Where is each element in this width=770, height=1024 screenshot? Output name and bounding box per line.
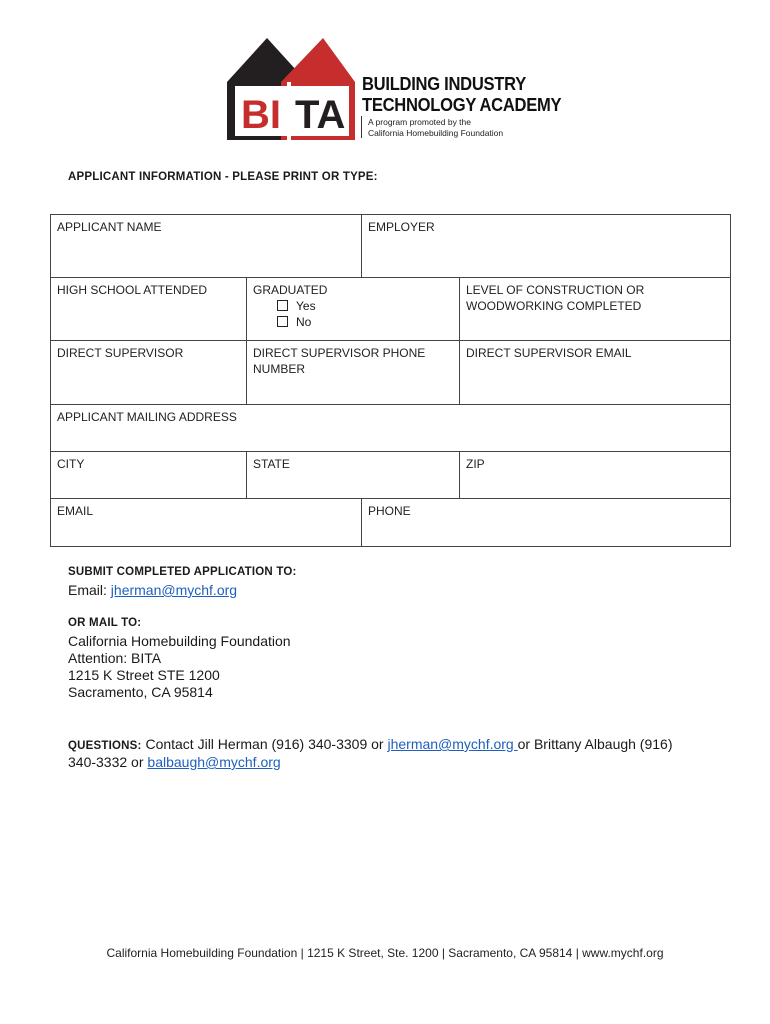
questions-jherman-link[interactable]: jherman@mychf.org bbox=[387, 736, 518, 752]
construction-level-field[interactable] bbox=[459, 277, 731, 341]
graduated-no-label: No bbox=[296, 315, 312, 329]
applicant-name-field[interactable] bbox=[50, 214, 362, 278]
graduated-no-option[interactable] bbox=[277, 314, 311, 330]
zip-field[interactable] bbox=[459, 451, 731, 499]
high-school-field[interactable] bbox=[50, 277, 247, 341]
applicant-form bbox=[50, 214, 731, 547]
mail-address-line-4: Sacramento, CA 95814 bbox=[68, 684, 213, 700]
phone-field[interactable] bbox=[361, 498, 731, 547]
mailing-address-label: APPLICANT MAILING ADDRESS bbox=[57, 410, 237, 424]
email-field[interactable] bbox=[50, 498, 362, 547]
bita-logo bbox=[225, 34, 562, 144]
checkbox-icon[interactable] bbox=[277, 316, 288, 327]
questions-text-2: or Brittany Albaugh (916) bbox=[517, 736, 673, 752]
state-label: STATE bbox=[253, 457, 290, 471]
supervisor-phone-label: DIRECT SUPERVISOR PHONE NUMBER bbox=[253, 346, 426, 376]
mail-address-line-3: 1215 K Street STE 1200 bbox=[68, 667, 220, 683]
submit-email-label: Email: bbox=[68, 582, 111, 598]
graduated-yes-option[interactable] bbox=[277, 298, 316, 314]
graduated-yes-label: Yes bbox=[296, 299, 316, 313]
questions-text-3: 340-3332 or bbox=[68, 754, 148, 770]
direct-supervisor-field[interactable] bbox=[50, 340, 247, 405]
email-label: EMAIL bbox=[57, 504, 94, 518]
applicant-name-label: APPLICANT NAME bbox=[57, 220, 162, 234]
applicant-info-heading: APPLICANT INFORMATION - PLEASE PRINT OR TYPE: bbox=[68, 171, 378, 183]
logo-tagline-line1: A program promoted by the bbox=[368, 117, 472, 127]
mail-address-line-1: California Homebuilding Foundation bbox=[68, 633, 291, 649]
logo-name-line1: BUILDING INDUSTRY bbox=[362, 74, 526, 94]
employer-field[interactable] bbox=[361, 214, 731, 278]
mail-heading: OR MAIL TO: bbox=[68, 617, 142, 629]
construction-level-label: LEVEL OF CONSTRUCTION OR WOODWORKING COMPLETED bbox=[466, 283, 645, 313]
high-school-label: HIGH SCHOOL ATTENDED bbox=[57, 283, 208, 297]
supervisor-email-field[interactable] bbox=[459, 340, 731, 405]
logo-letters-ta: TA bbox=[295, 93, 346, 137]
logo-name-line2: TECHNOLOGY ACADEMY bbox=[362, 95, 562, 115]
supervisor-phone-field[interactable] bbox=[246, 340, 460, 405]
checkbox-icon[interactable] bbox=[277, 300, 288, 311]
questions-line-1 bbox=[68, 736, 673, 755]
submit-email-line bbox=[68, 582, 237, 599]
direct-supervisor-label: DIRECT SUPERVISOR bbox=[57, 346, 184, 360]
employer-label: EMPLOYER bbox=[368, 220, 435, 234]
house-logo-icon bbox=[225, 34, 360, 144]
questions-line-2 bbox=[68, 754, 281, 771]
questions-text-1: Contact Jill Herman (916) 340-3309 or bbox=[141, 736, 388, 752]
questions-balbaugh-link[interactable]: balbaugh@mychf.org bbox=[147, 754, 281, 770]
mailing-address-field[interactable] bbox=[50, 404, 731, 452]
logo-letters-bi: BI bbox=[241, 93, 281, 137]
graduated-label: GRADUATED bbox=[253, 283, 328, 297]
city-field[interactable] bbox=[50, 451, 247, 499]
state-field[interactable] bbox=[246, 451, 460, 499]
phone-label: PHONE bbox=[368, 504, 411, 518]
graduated-field bbox=[246, 277, 460, 341]
submit-email-link[interactable]: jherman@mychf.org bbox=[110, 582, 238, 598]
page-footer: California Homebuilding Foundation | 1215 K Street, Ste. 1200 | Sacramento, CA 95814 | www.mychf.org bbox=[106, 946, 664, 960]
mail-address-line-2: Attention: BITA bbox=[68, 650, 162, 666]
questions-label: QUESTIONS: bbox=[68, 740, 142, 752]
submit-heading: SUBMIT COMPLETED APPLICATION TO: bbox=[68, 566, 297, 578]
logo-divider bbox=[361, 116, 362, 138]
zip-label: ZIP bbox=[466, 457, 485, 471]
supervisor-email-label: DIRECT SUPERVISOR EMAIL bbox=[466, 346, 632, 360]
logo-tagline-line2: California Homebuilding Foundation bbox=[368, 128, 504, 138]
city-label: CITY bbox=[57, 457, 85, 471]
